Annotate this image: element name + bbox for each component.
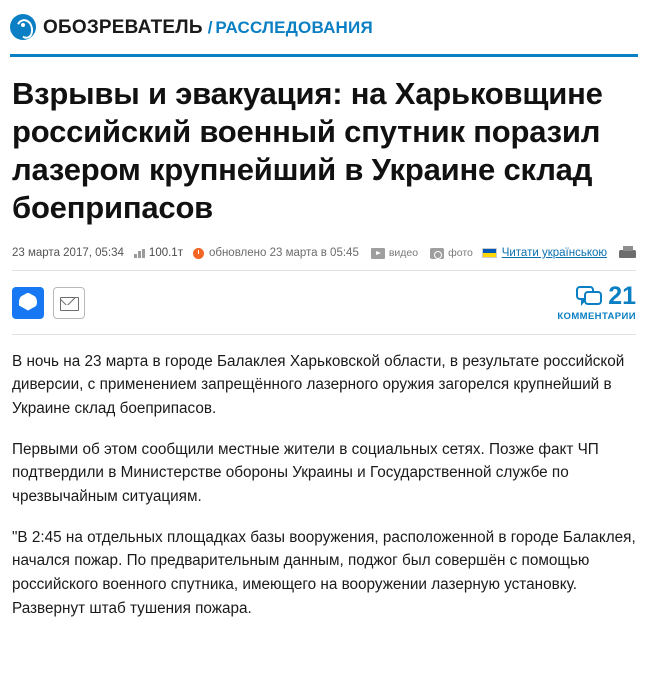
share-divider — [12, 334, 636, 335]
email-icon[interactable] — [53, 287, 85, 319]
article-meta — [12, 246, 636, 261]
views-count: 100.1т — [148, 247, 183, 259]
tag-photo[interactable] — [430, 247, 473, 259]
publish-date: 23 марта 2017, 05:34 — [12, 247, 124, 259]
comments-link[interactable] — [557, 281, 636, 322]
section-name[interactable]: РАССЛЕДОВАНИЯ — [215, 17, 373, 37]
masthead-divider — [10, 54, 638, 57]
site-masthead — [0, 0, 648, 50]
printer-icon[interactable] — [619, 246, 636, 261]
site-name[interactable]: ОБОЗРЕВАТЕЛЬ — [43, 16, 203, 38]
breadcrumb-separator: / — [207, 17, 213, 37]
ukraine-flag-icon — [482, 248, 497, 258]
article-body — [12, 350, 636, 621]
page-title: Взрывы и эвакуация: на Харьковщине российский военный спутник поразил лазером крупнейший в Украине склад боеприпасов — [12, 76, 603, 226]
share-bar — [12, 281, 636, 322]
messenger-icon[interactable] — [12, 287, 44, 319]
clock-icon — [193, 248, 204, 259]
comments-bubble-icon — [576, 286, 602, 307]
article-paragraph: В ночь на 23 марта в городе Балаклея Харьковской области, в результате российской диверсии, с применением запрещённого лазерного оружия загорелся крупнейший в Украине склад боеприпасов. — [12, 352, 625, 417]
meta-divider — [12, 270, 636, 271]
comments-count: 21 — [608, 281, 636, 310]
eye-logo-icon[interactable] — [10, 14, 36, 40]
ukrainian-version-link[interactable] — [482, 247, 607, 259]
comments-label: КОММЕНТАРИИ — [557, 310, 636, 322]
camera-icon — [430, 248, 444, 259]
article-paragraph: Первыми об этом сообщили местные жители в социальных сетях. Позже факт ЧП подтвердили в Министерстве обороны Украины и Государственной службе по чрезвычайным ситуациям. — [12, 440, 599, 506]
tag-video-label: видео — [388, 247, 419, 259]
video-icon — [371, 248, 385, 259]
tag-video[interactable] — [371, 247, 418, 259]
updated-text: обновлено 23 марта в 05:45 — [208, 247, 359, 259]
ukrainian-version-label: Читати українською — [501, 247, 607, 259]
tag-photo-label: фото — [448, 247, 473, 259]
views-chart-icon — [134, 249, 145, 258]
article-paragraph: "В 2:45 на отдельных площадках базы вооружения, расположенной в городе Балаклея, начался пожар. По предварительным данным, поджог был совершён с помощью российского военного спутника, имеющего на вооружении лазерную установку. Развернут штаб тушения пожара. — [12, 528, 636, 617]
